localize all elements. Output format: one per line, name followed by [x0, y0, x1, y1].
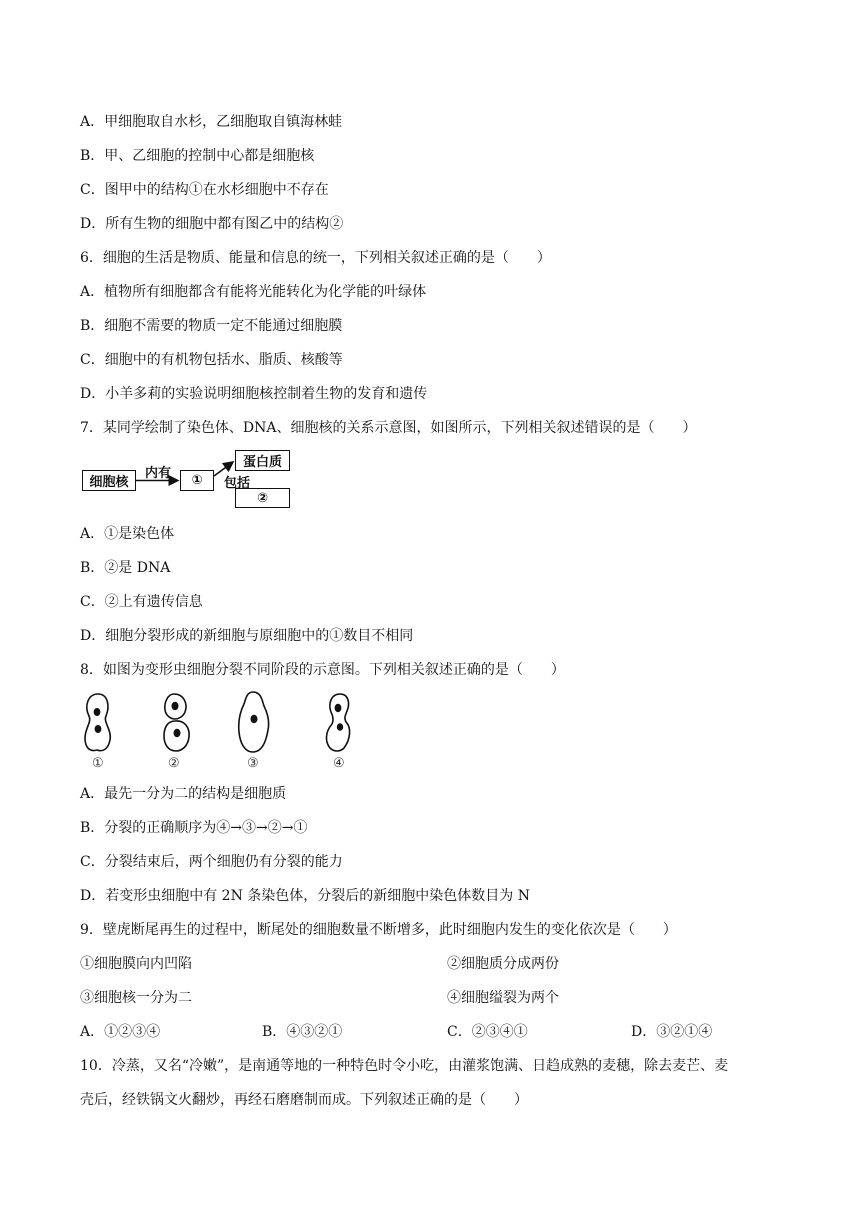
q8-option-b: B．分裂的正确顺序为④→③→②→①	[80, 820, 308, 836]
amoeba-label-2: ②	[168, 756, 180, 771]
label-includes: 包括	[224, 476, 251, 491]
amoeba-stage-4	[326, 694, 349, 751]
q6-option-b: B．细胞不需要的物质一定不能通过细胞膜	[80, 318, 343, 334]
q9-option-d: D．③②①④	[631, 1024, 713, 1040]
box-node1: ①	[180, 470, 214, 491]
q9-statement-2: ②细胞质分成两份	[447, 956, 559, 972]
q9-option-c: C．②③④①	[447, 1024, 528, 1040]
q9-option-a: A．①②③④	[80, 1024, 161, 1040]
q8-option-d: D．若变形虫细胞中有 2N 条染色体，分裂后的新细胞中染色体数目为 N	[80, 888, 530, 904]
q7-option-c: C．②上有遗传信息	[80, 594, 203, 610]
q5-option-a: A．甲细胞取自水杉，乙细胞取自镇海林蛙	[80, 114, 343, 130]
amoeba-label-4: ④	[333, 756, 345, 771]
q5-option-d: D．所有生物的细胞中都有图乙中的结构②	[80, 216, 344, 232]
q6-option-c: C．细胞中的有机物包括水、脂质、核酸等	[80, 352, 343, 368]
amoeba-stage-2	[164, 694, 189, 751]
q8-option-a: A．最先一分为二的结构是细胞质	[80, 786, 287, 802]
q6-option-a: A．植物所有细胞都含有能将光能转化为化学能的叶绿体	[80, 284, 427, 300]
q7-option-d: D．细胞分裂形成的新细胞与原细胞中的①数目不相同	[80, 628, 414, 644]
amoeba-label-3: ③	[247, 756, 259, 771]
q6-stem: 6．细胞的生活是物质、能量和信息的统一，下列相关叙述正确的是（ ）	[80, 250, 551, 266]
q8-stem: 8．如图为变形虫细胞分裂不同阶段的示意图。下列相关叙述正确的是（ ）	[80, 662, 565, 678]
label-contains: 内有	[145, 466, 172, 481]
q8-option-c: C．分裂结束后，两个细胞仍有分裂的能力	[80, 854, 343, 870]
q9-statement-4: ④细胞缢裂为两个	[447, 990, 559, 1006]
amoeba-label-1: ①	[92, 756, 104, 771]
q9-statement-3: ③细胞核一分为二	[80, 990, 192, 1006]
q10-stem-line-1: 10．冷蒸，又名“冷嫩”，是南通等地的一种特色时令小吃，由灌浆饱满、日趋成熟的麦穗，除去麦芒、麦	[80, 1058, 729, 1074]
q5-option-c: C．图甲中的结构①在水杉细胞中不存在	[80, 182, 329, 198]
amoeba-stage-3	[239, 692, 269, 752]
q10-stem-line-2: 壳后，经铁锅文火翻炒，再经石磨磨制而成。下列叙述正确的是（ ）	[80, 1092, 528, 1108]
q7-option-a: A．①是染色体	[80, 526, 175, 542]
q7-stem: 7．某同学绘制了染色体、DNA、细胞核的关系示意图，如图所示，下列相关叙述错误的是（ ）	[80, 420, 697, 436]
q7-option-b: B．②是 DNA	[80, 560, 171, 576]
amoeba-stage-1	[85, 694, 110, 751]
q9-statement-1: ①细胞膜向内凹陷	[80, 956, 192, 972]
q9-stem: 9．壁虎断尾再生的过程中，断尾处的细胞数量不断增多，此时细胞内发生的变化依次是（ ）	[80, 922, 677, 938]
box-protein: 蛋白质	[235, 450, 290, 471]
q6-option-d: D．小羊多莉的实验说明细胞核控制着生物的发育和遗传	[80, 386, 428, 402]
q5-option-b: B．甲、乙细胞的控制中心都是细胞核	[80, 148, 315, 164]
box-nucleus: 细胞核	[82, 470, 136, 491]
box-node2: ②	[235, 488, 290, 508]
q9-option-b: B．④③②①	[262, 1024, 343, 1040]
